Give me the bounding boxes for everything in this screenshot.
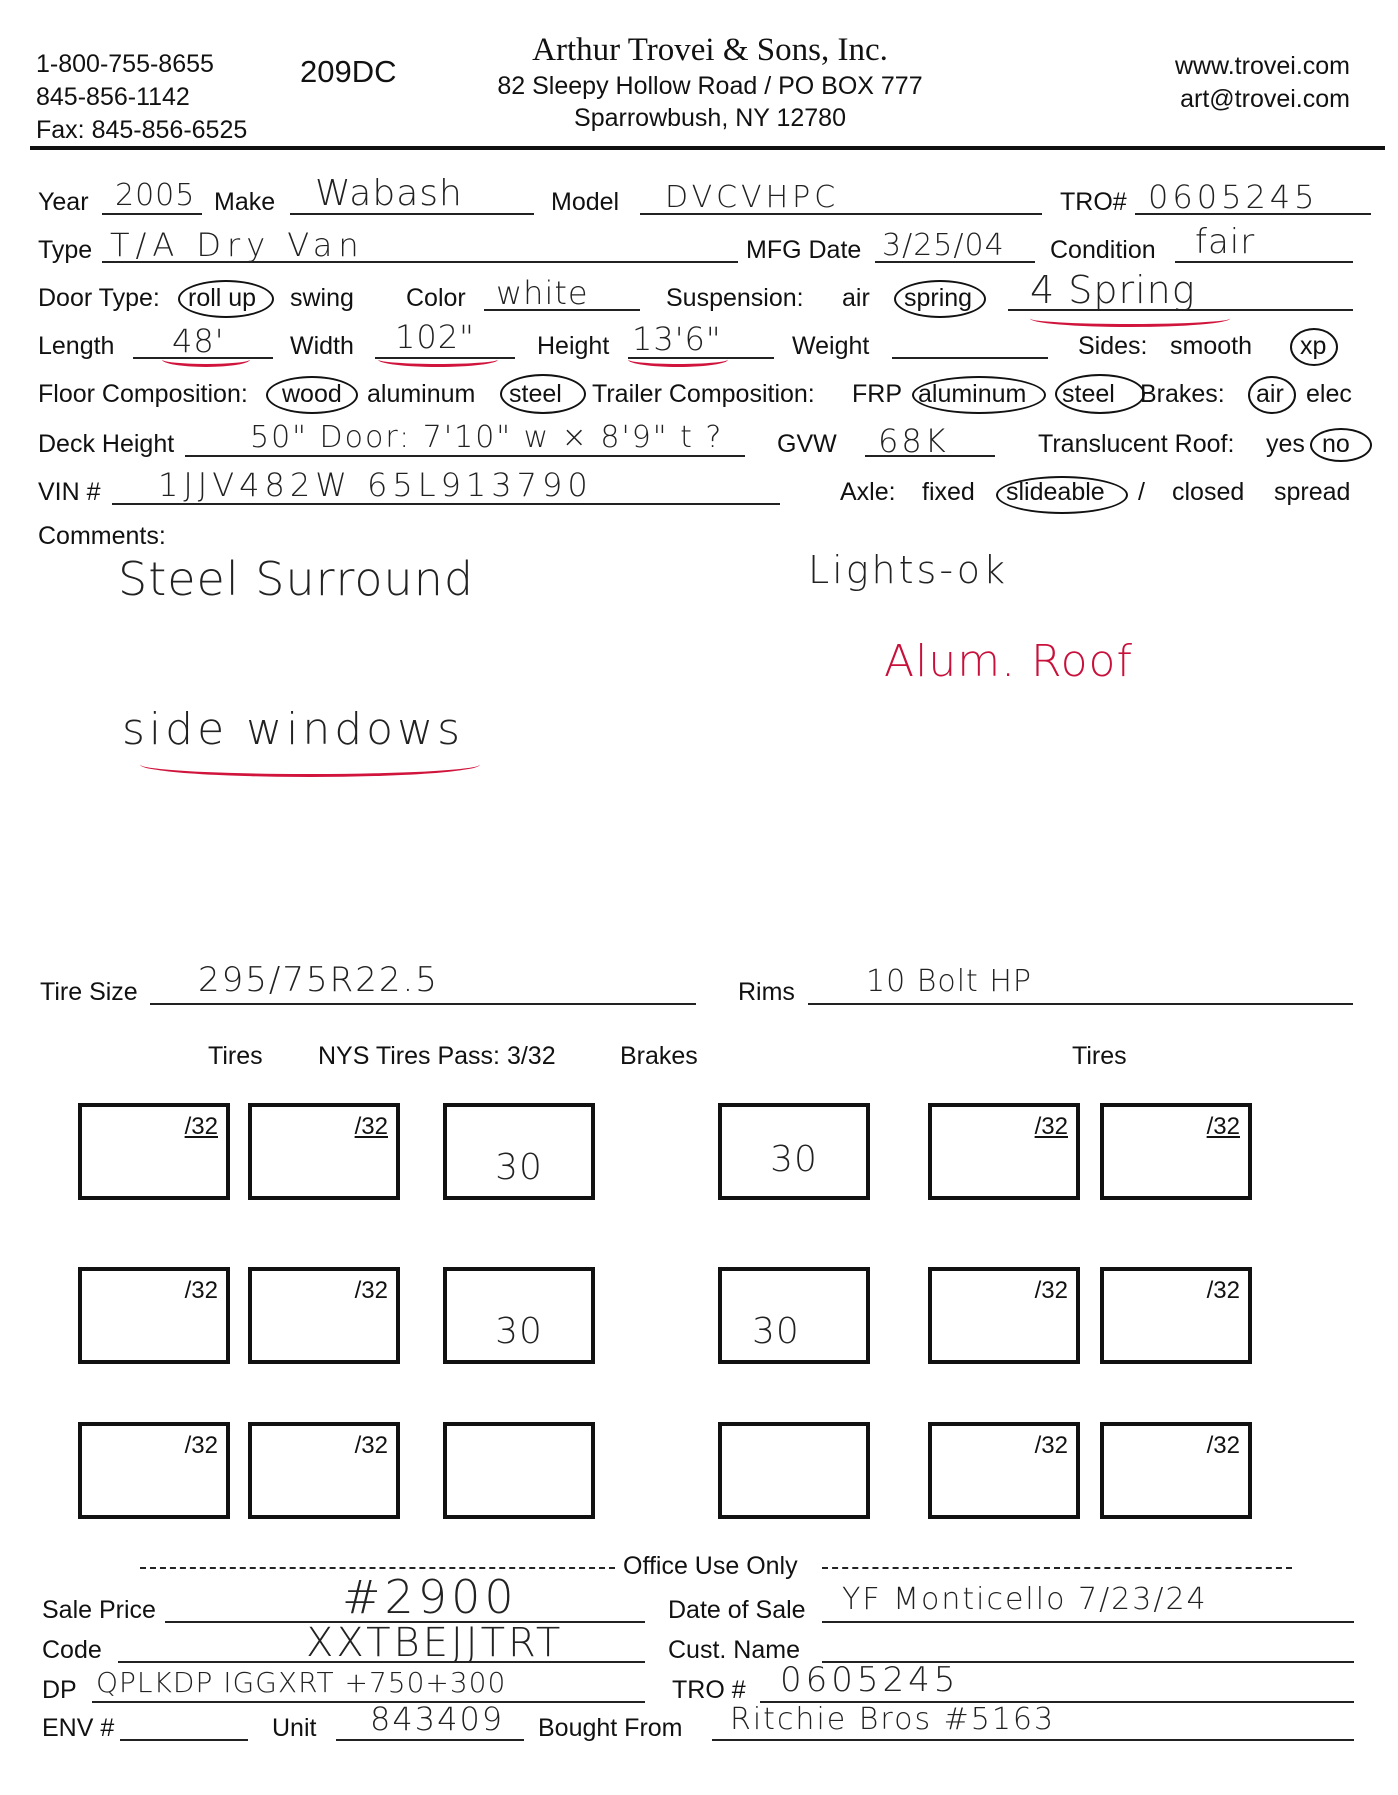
sides-label: Sides:	[1078, 332, 1148, 360]
gvw-value[interactable]: 68K	[878, 422, 949, 460]
tire-box[interactable]: /32	[1100, 1267, 1252, 1364]
tire-box[interactable]: /32	[78, 1267, 230, 1364]
floor-wood-option[interactable]: wood	[282, 380, 342, 408]
spring-red-underline	[1030, 310, 1230, 327]
condition-label: Condition	[1050, 236, 1156, 264]
translucent-roof-yes[interactable]: yes	[1266, 430, 1305, 458]
code-value[interactable]: XXTBEJJTRT	[306, 1620, 564, 1666]
axle-label: Axle:	[840, 478, 896, 506]
header-rule	[30, 146, 1385, 150]
trailer-steel-option[interactable]: steel	[1062, 380, 1115, 408]
bought-from-value[interactable]: Ritchie Bros #5163	[730, 1702, 1056, 1737]
axle-fixed-option[interactable]: fixed	[922, 478, 975, 506]
weight-label: Weight	[792, 332, 870, 360]
brake-box[interactable]	[443, 1422, 595, 1519]
date-of-sale-label: Date of Sale	[668, 1596, 806, 1624]
sale-price-label: Sale Price	[42, 1596, 156, 1624]
axle-spread-option[interactable]: spread	[1274, 478, 1351, 506]
width-label: Width	[290, 332, 354, 360]
brakes-air-option[interactable]: air	[1256, 380, 1284, 408]
date-of-sale-value[interactable]: YF Monticello 7/23/24	[842, 1582, 1208, 1617]
nys-tires-pass-header: NYS Tires Pass: 3/32	[318, 1042, 556, 1070]
tire-box[interactable]: /32	[1100, 1103, 1252, 1200]
make-label: Make	[214, 188, 276, 216]
tire-box[interactable]: /32	[248, 1422, 400, 1519]
comment-alum-roof[interactable]: Alum. Roof	[884, 636, 1133, 687]
brake-box[interactable]: 30	[718, 1267, 870, 1364]
brake-box[interactable]: 30	[718, 1103, 870, 1200]
length-red-underline	[162, 352, 250, 367]
sides-smooth-option[interactable]: smooth	[1170, 332, 1252, 360]
suspension-note[interactable]: 4 Spring	[1030, 268, 1196, 312]
company-address-2: Sparrowbush, NY 12780	[574, 104, 846, 132]
floor-steel-option[interactable]: steel	[509, 380, 562, 408]
comment-side-windows[interactable]: side windows	[122, 704, 464, 755]
wood-circle	[266, 376, 358, 414]
axle-slideable-option[interactable]: slideable	[1006, 478, 1105, 506]
office-use-only-heading: Office Use Only	[623, 1552, 798, 1580]
translucent-roof-label: Translucent Roof:	[1038, 430, 1235, 458]
comment-lights-ok[interactable]: Lights-ok	[808, 548, 1008, 592]
unit-value[interactable]: 843409	[370, 1700, 505, 1738]
model-value[interactable]: DVCVHPC	[665, 180, 840, 215]
comments-label: Comments:	[38, 522, 166, 550]
axle-closed-option[interactable]: closed	[1172, 478, 1245, 506]
tire-box[interactable]: /32	[248, 1267, 400, 1364]
brakes-header: Brakes	[620, 1042, 698, 1070]
floor-aluminum-option[interactable]: aluminum	[367, 380, 476, 408]
rims-label: Rims	[738, 978, 795, 1006]
tro-label: TRO#	[1060, 188, 1127, 216]
deck-height-label: Deck Height	[38, 430, 175, 458]
height-red-underline	[628, 352, 728, 367]
tire-size-value[interactable]: 295/75R22.5	[198, 960, 439, 1000]
tro-value[interactable]: 0605245	[1148, 178, 1319, 216]
type-label: Type	[38, 236, 93, 264]
dp-value[interactable]: QPLKDP IGGXRT +750+300	[96, 1666, 507, 1699]
tro-office-label: TRO #	[672, 1676, 746, 1704]
tire-box[interactable]: /32	[78, 1422, 230, 1519]
vin-label: VIN #	[38, 478, 101, 506]
tire-box[interactable]: /32	[248, 1103, 400, 1200]
width-value[interactable]: 102"	[395, 318, 475, 356]
year-label: Year	[38, 188, 89, 216]
brakes-elec-option[interactable]: elec	[1306, 380, 1352, 408]
tires-right-header: Tires	[1072, 1042, 1127, 1070]
env-label: ENV #	[42, 1714, 115, 1742]
condition-value[interactable]: fair	[1195, 222, 1256, 262]
brake-box[interactable]: 30	[443, 1267, 595, 1364]
tire-size-label: Tire Size	[40, 978, 138, 1006]
floor-steel-circle	[500, 374, 586, 414]
gvw-label: GVW	[777, 430, 837, 458]
fax-number: Fax: 845-856-6525	[36, 116, 248, 144]
suspension-label: Suspension:	[666, 284, 804, 312]
height-value[interactable]: 13'6"	[632, 320, 722, 358]
office-divider-right	[822, 1567, 1292, 1569]
phone-1: 1-800-755-8655	[36, 50, 214, 78]
company-address-1: 82 Sleepy Hollow Road / PO BOX 777	[497, 72, 923, 100]
model-label: Model	[551, 188, 620, 216]
type-value[interactable]: T/A Dry Van	[110, 226, 365, 264]
sides-xp-option[interactable]: xp	[1300, 332, 1327, 360]
trailer-steel-circle	[1055, 374, 1145, 414]
mfg-date-value[interactable]: 3/25/04	[882, 228, 1005, 263]
color-value[interactable]: white	[496, 274, 589, 312]
spring-circle	[894, 280, 986, 318]
tire-box[interactable]: /32	[928, 1422, 1080, 1519]
tire-box[interactable]: /32	[1100, 1422, 1252, 1519]
brake-box[interactable]: 30	[443, 1103, 595, 1200]
make-value[interactable]: Wabash	[315, 173, 463, 214]
cust-name-label: Cust. Name	[668, 1636, 800, 1664]
slideable-circle	[996, 476, 1128, 514]
brakes-air-circle	[1248, 376, 1296, 414]
tire-box[interactable]: /32	[78, 1103, 230, 1200]
trailer-aluminum-circle	[912, 376, 1046, 414]
translucent-no-circle	[1310, 428, 1372, 462]
height-label: Height	[537, 332, 610, 360]
xp-circle	[1290, 328, 1338, 366]
roll-up-circle	[178, 280, 274, 318]
code-label: Code	[42, 1636, 102, 1664]
deck-height-value[interactable]: 50" Door: 7'10" w × 8'9" t ?	[250, 420, 724, 455]
unit-label: Unit	[272, 1714, 317, 1742]
trailer-aluminum-option[interactable]: aluminum	[918, 380, 1027, 408]
side-windows-red-underline	[140, 752, 480, 777]
rims-value[interactable]: 10 Bolt HP	[866, 964, 1032, 999]
mfg-date-label: MFG Date	[746, 236, 862, 264]
tire-box[interactable]: /32	[928, 1103, 1080, 1200]
form-code: 209DC	[300, 54, 397, 89]
comment-steel-surround[interactable]: Steel Surround	[118, 552, 475, 606]
phone-2: 845-856-1142	[36, 83, 190, 111]
tires-left-header: Tires	[208, 1042, 263, 1070]
suspension-spring-option[interactable]: spring	[904, 284, 973, 312]
tro-office-value[interactable]: 0605245	[780, 1660, 960, 1700]
brake-box[interactable]	[718, 1422, 870, 1519]
dp-label: DP	[42, 1676, 77, 1704]
trailer-frp-option[interactable]: FRP	[852, 380, 902, 408]
year-value[interactable]: 2005	[115, 178, 196, 213]
translucent-roof-no[interactable]: no	[1322, 430, 1350, 458]
door-roll-up-option[interactable]: roll up	[188, 284, 257, 312]
door-type-label: Door Type:	[38, 284, 160, 312]
trailer-composition-label: Trailer Composition:	[592, 380, 815, 408]
bought-from-label: Bought From	[538, 1714, 683, 1742]
floor-composition-label: Floor Composition:	[38, 380, 248, 408]
length-label: Length	[38, 332, 115, 360]
office-divider-left	[140, 1567, 615, 1569]
suspension-air-option[interactable]: air	[842, 284, 870, 312]
door-swing-option[interactable]: swing	[290, 284, 354, 312]
brakes-label: Brakes:	[1140, 380, 1225, 408]
email: art@trovei.com	[1180, 85, 1350, 113]
website: www.trovei.com	[1174, 52, 1350, 80]
tire-box[interactable]: /32	[928, 1267, 1080, 1364]
length-value[interactable]: 48'	[172, 322, 225, 360]
axle-slash: /	[1138, 478, 1145, 506]
color-label: Color	[406, 284, 466, 312]
width-red-underline	[378, 352, 498, 367]
vin-value[interactable]: 1JJV482W 65L913790	[158, 466, 593, 504]
company-name: Arthur Trovei & Sons, Inc.	[532, 32, 888, 68]
sale-price-value[interactable]: #2900	[342, 1570, 518, 1624]
